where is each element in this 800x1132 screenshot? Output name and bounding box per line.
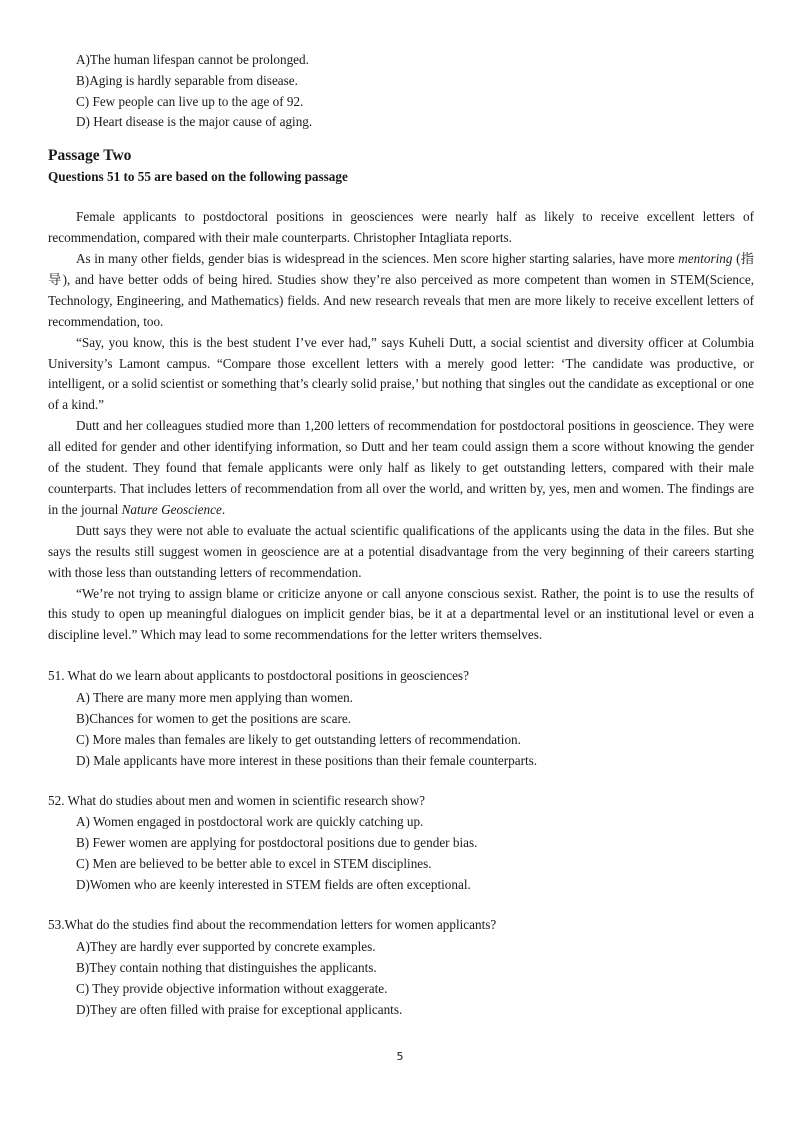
option-d: D) Heart disease is the major cause of aging. [76, 114, 313, 130]
passage-paragraph-4 [48, 416, 754, 521]
passage-subtitle: Questions 51 to 55 are based on the following passage [48, 169, 348, 185]
paragraph-2-text-a: As in many other fields, gender bias is widespread in the sciences. Men score higher starting salaries, have more [76, 251, 679, 266]
option-a: A)They are hardly ever supported by concrete examples. [76, 939, 376, 954]
option-b: B) Fewer women are applying for postdoctoral positions due to gender bias. [76, 835, 478, 851]
question-52 [48, 791, 754, 896]
option-d: D)Women who are keenly interested in STEM fields are often exceptional. [76, 877, 471, 893]
option-d: D) Male applicants have more interest in these positions than their female counterparts. [76, 752, 538, 768]
option-c: C) Men are believed to be better able to excel in STEM disciplines. [76, 856, 432, 872]
question-53 [48, 915, 754, 1020]
option-b: B)They contain nothing that distinguishes the applicants. [76, 960, 377, 975]
passage-paragraph-2 [48, 249, 754, 333]
option-c: C) They provide objective information without exaggerate. [76, 981, 388, 996]
option-d: D)They are often filled with praise for exceptional applicants. [76, 1002, 403, 1017]
option-c: C) Few people can live up to the age of 92. [76, 93, 304, 109]
question-stem: 51. What do we learn about applicants to postdoctoral positions in geosciences? [48, 668, 469, 684]
passage-paragraph-3: “Say, you know, this is the best student I’ve ever had,” says Kuheli Dutt, a social scientist and diversity officer at Columbia University’s Lamont campus. “Compare those excellent letters with a merely good letter: ‘The candidate was productive, or intelligent, or a solid scientist or something that’s clearly solid praise,’ but nothing that singles out the candidate as exceptional or one of a kind.” [48, 334, 754, 413]
paragraph-4-text-a: Dutt and her colleagues studied more than 1,200 letters of recommendation for postdoctoral positions in geoscience. They were all edited for gender and other identifying information, so Dutt and her team could assign them a score without knowing the gender of the student. They found that female applicants were only half as likely to get outstanding letters, compared with their male counterparts. That includes letters of recommendation from all over the world, and written by, yes, men and women. The findings are in the journal [48, 418, 754, 517]
question-stem: 52. What do studies about men and women in scientific research show? [48, 792, 425, 808]
document-page [48, 50, 754, 1020]
option-a: A) There are many more men applying than women. [76, 689, 353, 705]
passage-paragraph-6: “We’re not trying to assign blame or criticize anyone or call anyone conscious sexist. Rather, the point is to use the results of this study to open up meaningful dialogues on implicit gender bias, be it at a departmental level or an institutional level or even a discipline level.” Which may lead to some recommendations for the letter writers themselves. [48, 585, 754, 643]
page-number: 5 [396, 1050, 404, 1063]
passage-title: Passage Two [48, 147, 132, 165]
option-a: A) Women engaged in postdoctoral work are quickly catching up. [76, 814, 424, 830]
paragraph-4-text-b: . [221, 501, 226, 517]
journal-name: Nature Geoscience [121, 501, 222, 517]
option-b: B)Aging is hardly separable from disease. [76, 72, 298, 88]
paragraph-2-text-b: (指导), and have better odds of being hired. Studies show they’re also perceived as more competent than women in STEM(Science, Technology, Engineering, and Mathematics) fields. And new research reveals that men are more likely to receive excellent letters of recommendation, too. [48, 251, 754, 329]
option-b: B)Chances for women to get the positions are scare. [76, 710, 352, 726]
question-51 [48, 666, 754, 771]
question-stem: 53.What do the studies find about the recommendation letters for women applicants? [48, 917, 497, 933]
paragraph-2-italic-term: mentoring [678, 251, 733, 266]
passage-paragraph-5: Dutt says they were not able to evaluate the actual scientific qualifications of the applicants using the data in the files. But she says the results still suggest women in geoscience are at a potential disadvantage from the very beginning of their careers starting with those less than outstanding letters of recommendation. [48, 522, 754, 580]
previous-question-options [48, 50, 754, 133]
passage-paragraph-1: Female applicants to postdoctoral positions in geosciences were nearly half as likely to receive excellent letters of recommendation, compared with their male counterparts. Christopher Intagliata reports. [48, 209, 754, 246]
option-a: A)The human lifespan cannot be prolonged. [76, 52, 309, 67]
option-c: C) More males than females are likely to get outstanding letters of recommendation. [76, 731, 521, 747]
